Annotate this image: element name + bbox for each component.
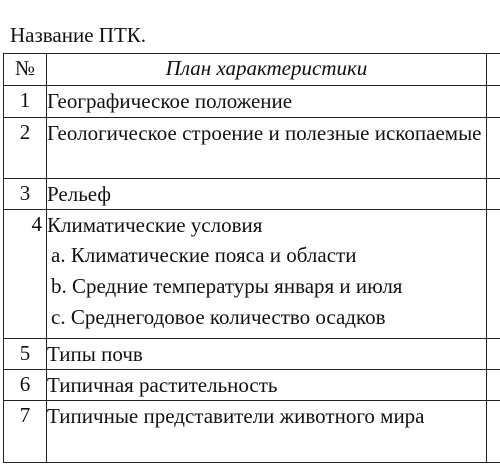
row-text: Типы почв [47, 339, 487, 370]
characteristics-table [3, 53, 500, 463]
column-header-number: № [4, 54, 47, 86]
row-blank-cell [487, 339, 500, 370]
table-header-row [4, 54, 500, 86]
row-text: Географическое положение [47, 86, 487, 118]
row-text: Геологическое строение и полезные ископаемые [47, 118, 487, 179]
row-blank-cell [487, 401, 500, 463]
row-number: 3 [4, 179, 47, 210]
row-text: Типичные представители животного мира [47, 401, 487, 463]
column-header-plan: План характеристики [47, 54, 487, 86]
row-number: 6 [4, 370, 47, 401]
row-text: Рельеф [47, 179, 487, 210]
table-row [4, 401, 500, 463]
table-row [4, 339, 500, 370]
row-blank-cell [487, 86, 500, 118]
table-row [4, 118, 500, 179]
sub-item: a. Климатические пояса и области [51, 243, 357, 267]
sub-item: b. Средние температуры января и июля [51, 274, 403, 298]
row-number: 7 [4, 401, 47, 463]
row-blank-cell [487, 179, 500, 210]
row-blank-cell [487, 210, 500, 339]
row-blank-cell [487, 118, 500, 179]
row-number: 4 [4, 210, 47, 339]
row-text-with-subitems [47, 210, 487, 339]
table-row [4, 86, 500, 118]
row-number: 1 [4, 86, 47, 118]
row-blank-cell [487, 370, 500, 401]
row-number: 5 [4, 339, 47, 370]
row-number: 2 [4, 118, 47, 179]
row-text: Климатические условия [47, 213, 263, 237]
sub-item: c. Среднегодовое количество осадков [51, 305, 386, 329]
row-text: Типичная растительность [47, 370, 487, 401]
table-row [4, 370, 500, 401]
page-title: Название ПТК. [10, 23, 147, 47]
table-row [4, 179, 500, 210]
column-header-blank [487, 54, 500, 86]
table-row [4, 210, 500, 339]
